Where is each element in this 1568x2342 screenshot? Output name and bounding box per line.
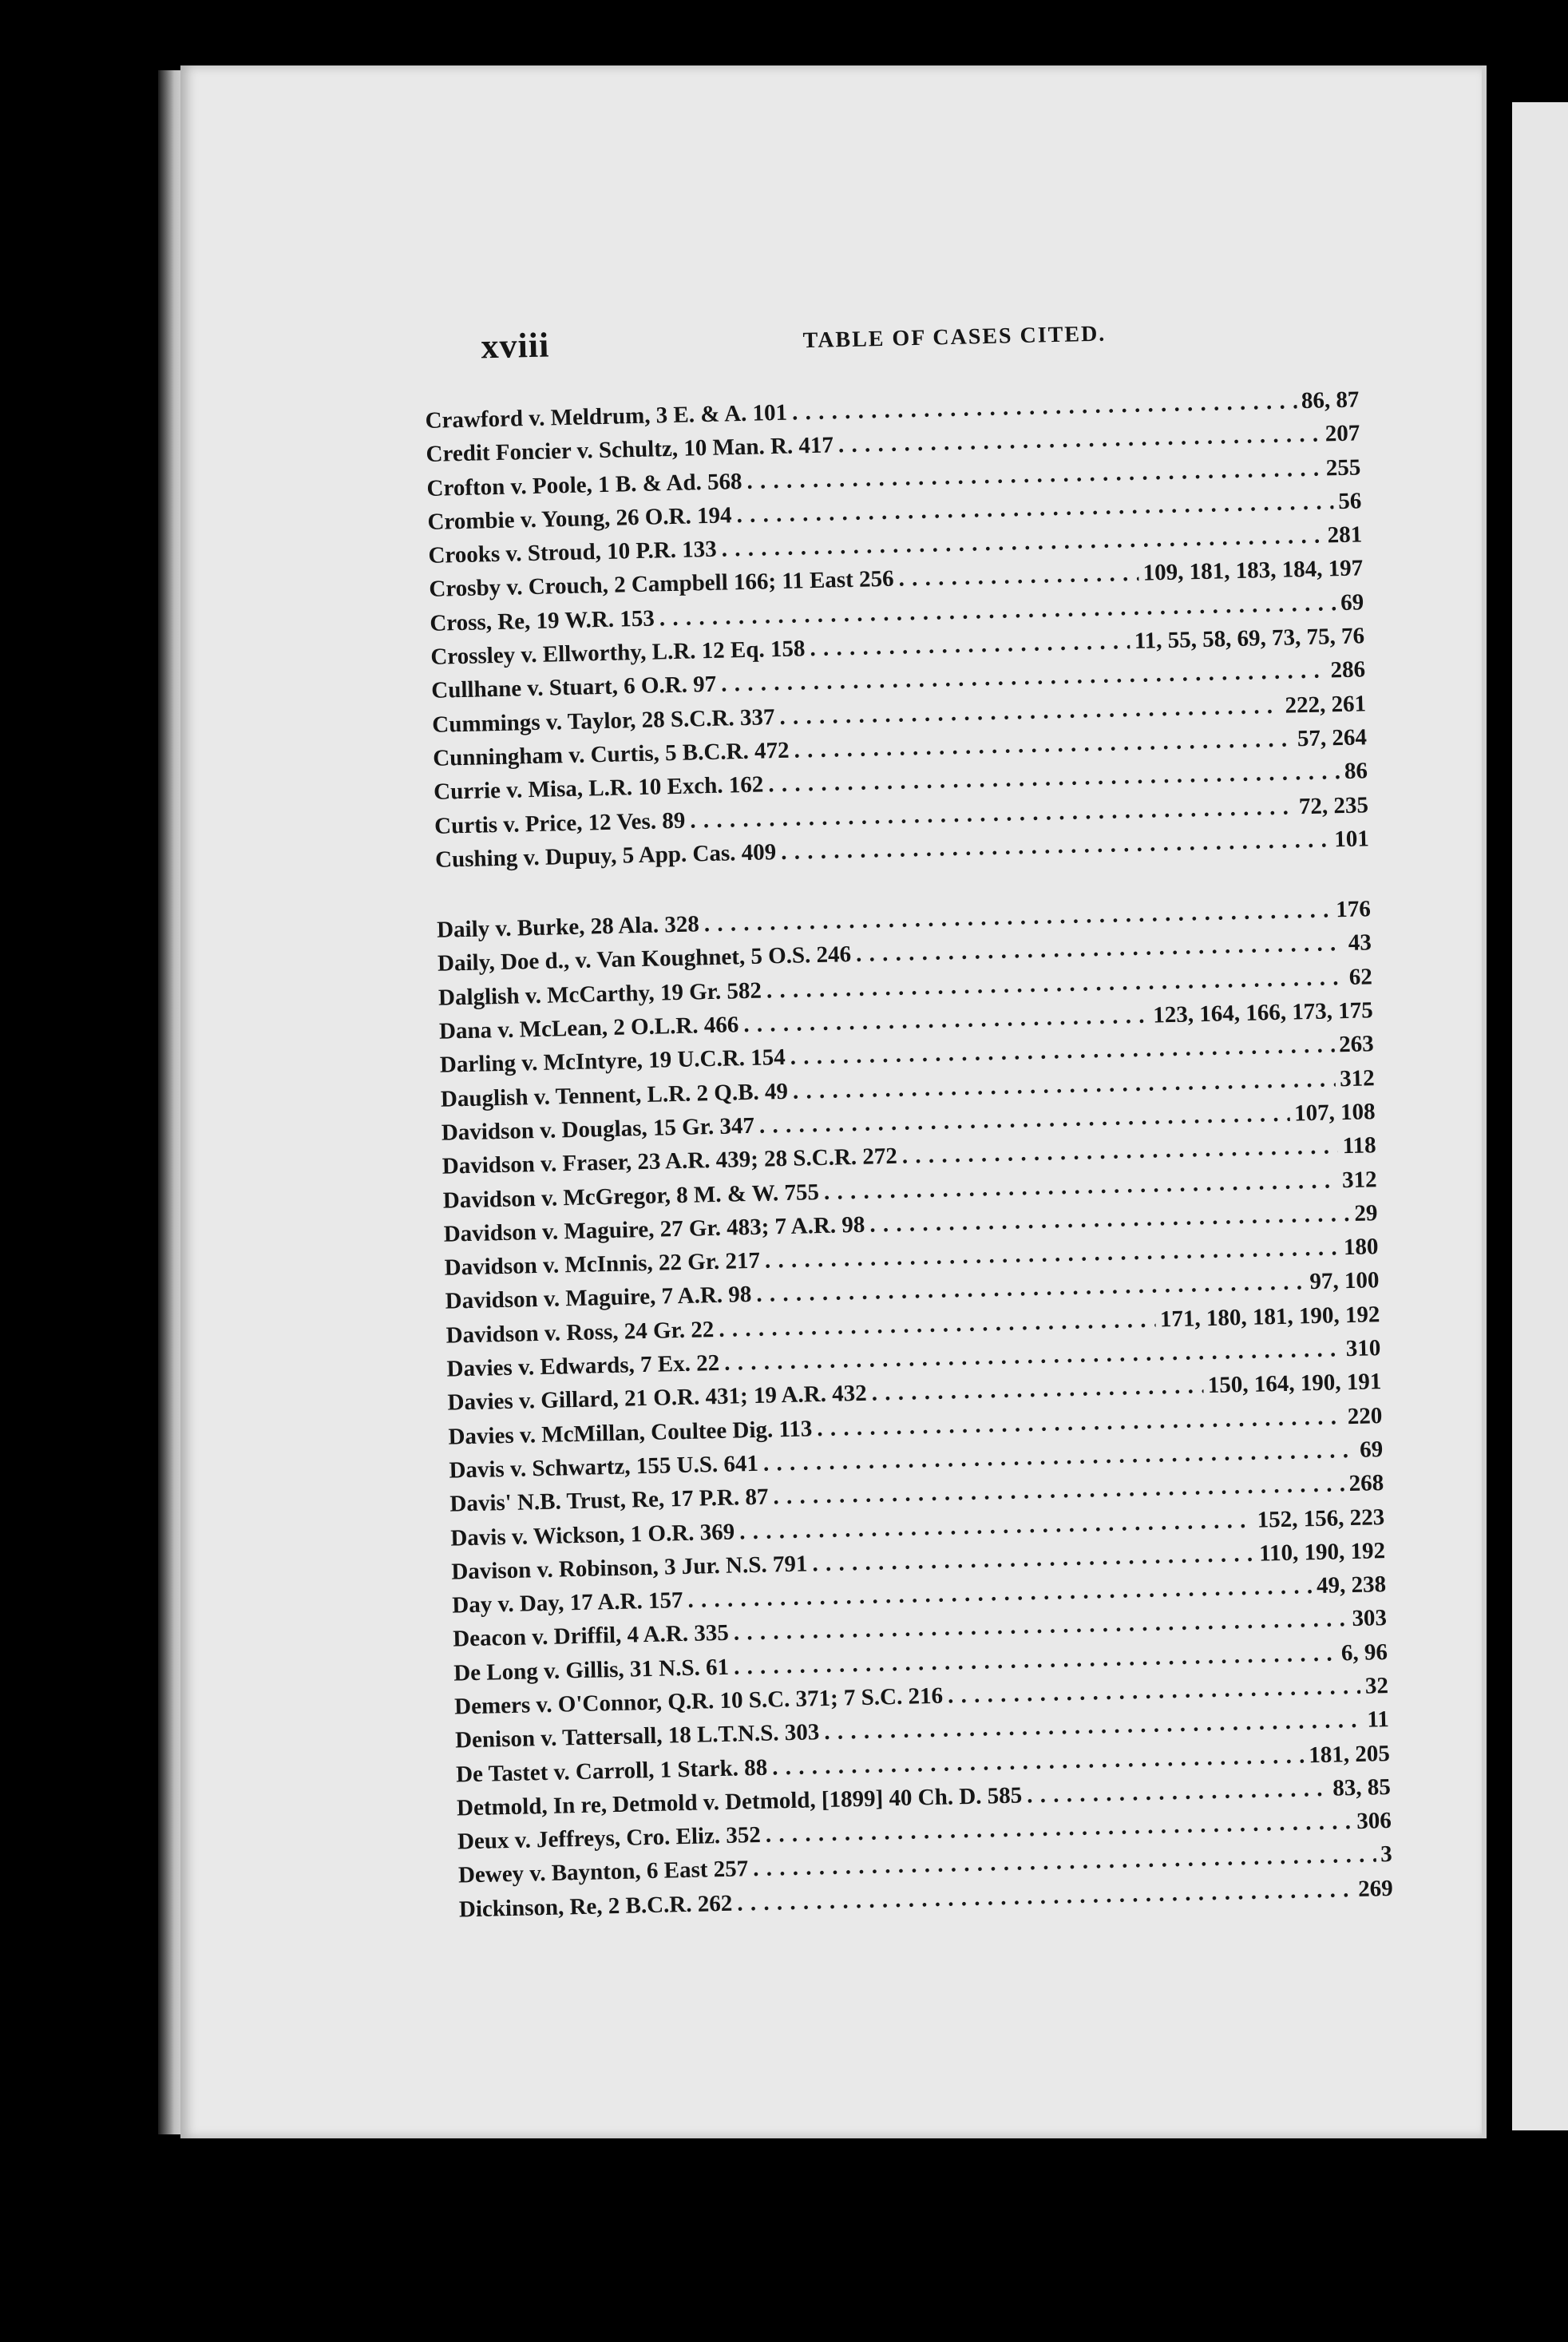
page-references: 110, 190, 192 [1258, 1537, 1386, 1567]
case-citation: Davidson v. Fraser, 23 A.R. 439; 28 S.C.R. 272 [441, 1143, 898, 1179]
case-citation: Dewey v. Baynton, 6 East 257 [457, 1856, 749, 1888]
page-references: 312 [1341, 1166, 1377, 1193]
case-citation: Crossley v. Ellworthy, L.R. 12 Eq. 158 [430, 636, 806, 670]
page-references: 255 [1325, 454, 1361, 481]
case-citation: Davis v. Schwartz, 155 U.S. 641 [449, 1450, 759, 1484]
case-citation: Currie v. Misa, L.R. 10 Exch. 162 [433, 771, 764, 806]
page-references: 281 [1327, 521, 1363, 549]
page-content [423, 306, 1393, 1926]
page-references: 310 [1345, 1335, 1381, 1362]
page-references: 152, 156, 223 [1257, 1504, 1385, 1533]
cases-table [425, 382, 1393, 1926]
page-references: 83, 85 [1332, 1773, 1392, 1801]
page-references: 268 [1348, 1470, 1384, 1497]
case-citation: De Long v. Gillis, 31 N.S. 61 [453, 1654, 730, 1686]
page-references: 72, 235 [1298, 791, 1369, 819]
page-references: 32 [1364, 1672, 1389, 1699]
case-citation: Crosby v. Crouch, 2 Campbell 166; 11 East 256 [429, 566, 894, 603]
page-references: 150, 164, 190, 191 [1207, 1369, 1382, 1399]
case-citation: Darling v. McIntyre, 19 U.C.R. 154 [439, 1044, 786, 1079]
page-references: 181, 205 [1308, 1740, 1391, 1768]
case-citation: Crawford v. Meldrum, 3 E. & A. 101 [425, 399, 788, 434]
case-citation: Dalglish v. McCarthy, 19 Gr. 582 [438, 977, 762, 1011]
case-citation: Crofton v. Poole, 1 B. & Ad. 568 [426, 468, 742, 501]
case-citation: Daily, Doe d., v. Van Koughnet, 5 O.S. 246 [437, 941, 852, 977]
case-citation: Davidson v. McInnis, 22 Gr. 217 [444, 1247, 761, 1281]
page-references: 176 [1335, 896, 1372, 923]
page-references: 263 [1338, 1031, 1375, 1058]
case-citation: Credit Foncier v. Schultz, 10 Man. R. 417 [426, 432, 834, 468]
page-references: 101 [1333, 826, 1370, 853]
page-references: 312 [1339, 1064, 1375, 1092]
page-references: 62 [1348, 963, 1373, 990]
page-references: 269 [1357, 1875, 1394, 1902]
page-references: 107, 108 [1293, 1099, 1376, 1127]
case-citation: Deacon v. Driffil, 4 A.R. 335 [452, 1620, 730, 1652]
case-citation: Davidson v. Maguire, 27 Gr. 483; 7 A.R. 98 [443, 1211, 865, 1247]
page-references: 69 [1359, 1436, 1384, 1463]
page-references: 303 [1352, 1605, 1388, 1632]
case-citation: Daily v. Burke, 28 Ala. 328 [436, 911, 700, 943]
case-citation: Davidson v. Douglas, 15 Gr. 347 [441, 1112, 755, 1146]
page-references: 57, 264 [1297, 724, 1368, 752]
adjacent-page-edge [1512, 102, 1568, 2130]
page-references: 29 [1354, 1199, 1378, 1226]
case-citation: Cross, Re, 19 W.R. 153 [430, 605, 655, 636]
case-citation: Day v. Day, 17 A.R. 157 [451, 1587, 683, 1619]
page-references: 123, 164, 166, 173, 175 [1152, 997, 1374, 1028]
case-citation: Davidson v. McGregor, 8 M. & W. 755 [442, 1179, 820, 1214]
page-references: 86 [1344, 758, 1368, 785]
page-references: 56 [1337, 488, 1362, 514]
page-references: 69 [1340, 589, 1364, 616]
case-citation: Dana v. McLean, 2 O.L.R. 466 [438, 1012, 739, 1044]
page-references: 118 [1342, 1132, 1376, 1159]
case-citation: Davies v. Edwards, 7 Ex. 22 [446, 1349, 720, 1382]
case-citation: Deux v. Jeffreys, Cro. Eliz. 352 [457, 1822, 762, 1855]
page-references: 43 [1348, 929, 1372, 957]
page-references: 3 [1380, 1841, 1393, 1868]
case-citation: Cushing v. Dupuy, 5 App. Cas. 409 [434, 839, 777, 873]
page-references: 11, 55, 58, 69, 73, 75, 76 [1134, 623, 1365, 654]
page-references: 306 [1356, 1808, 1392, 1835]
case-citation: Davies v. Gillard, 21 O.R. 431; 19 A.R. 432 [447, 1381, 868, 1416]
page-references: 6, 96 [1340, 1639, 1388, 1666]
running-title: TABLE OF CASES CITED. [802, 321, 1107, 354]
case-citation: Davies v. McMillan, Coultee Dig. 113 [448, 1415, 813, 1450]
page-references: 286 [1330, 656, 1366, 684]
page-references: 49, 238 [1316, 1571, 1387, 1599]
page-references: 222, 261 [1285, 691, 1367, 719]
case-citation: Davis v. Wickson, 1 O.R. 369 [450, 1519, 735, 1551]
case-citation: Crooks v. Stroud, 10 P.R. 133 [428, 536, 718, 569]
case-citation: Crombie v. Young, 26 O.R. 194 [427, 502, 732, 535]
case-citation: Detmold, In re, Detmold v. Detmold, [1899] 40 Ch. D. 585 [456, 1782, 1023, 1821]
case-citation: Davison v. Robinson, 3 Jur. N.S. 791 [451, 1551, 808, 1585]
case-citation: Cunningham v. Curtis, 5 B.C.R. 472 [432, 737, 790, 771]
case-citation: Curtis v. Price, 12 Ves. 89 [434, 807, 686, 839]
page-references: 171, 180, 181, 190, 192 [1159, 1301, 1380, 1333]
page-references: 86, 87 [1301, 386, 1360, 414]
case-citation: Dickinson, Re, 2 B.C.R. 262 [458, 1890, 733, 1923]
page-references: 180 [1343, 1234, 1379, 1261]
case-citation: Denison v. Tattersall, 18 L.T.N.S. 303 [454, 1719, 820, 1754]
case-citation: Davis' N.B. Trust, Re, 17 P.R. 87 [449, 1484, 769, 1517]
page-edge [1482, 65, 1487, 2138]
case-citation: Cullhane v. Stuart, 6 O.R. 97 [430, 672, 717, 704]
page-references: 109, 181, 183, 184, 197 [1142, 555, 1364, 587]
page-number: xviii [481, 325, 550, 367]
case-citation: De Tastet v. Carroll, 1 Stark. 88 [455, 1754, 768, 1788]
page-references: 220 [1347, 1402, 1383, 1429]
case-citation: Dauglish v. Tennent, L.R. 2 Q.B. 49 [440, 1078, 789, 1112]
dot-leader [898, 557, 1138, 596]
case-citation: Davidson v. Maguire, 7 A.R. 98 [445, 1282, 752, 1315]
page-references: 11 [1367, 1706, 1390, 1733]
case-citation: Demers v. O'Connor, Q.R. 10 S.C. 371; 7 S.C. 216 [453, 1682, 944, 1720]
page-references: 97, 100 [1309, 1267, 1380, 1295]
page-references: 207 [1324, 420, 1360, 447]
case-citation: Davidson v. Ross, 24 Gr. 22 [445, 1316, 715, 1349]
case-citation: Cummings v. Taylor, 28 S.C.R. 337 [431, 703, 775, 738]
